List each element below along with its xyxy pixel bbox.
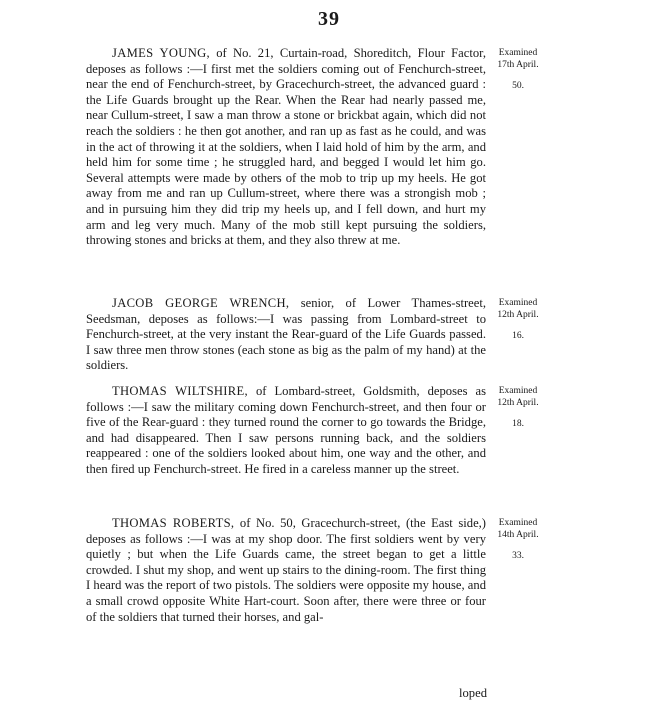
margin-date: 17th April. [497, 60, 539, 70]
deponent-name: JACOB GEORGE WRENCH, [112, 296, 290, 310]
margin-number: 18. [512, 419, 524, 429]
deposition-body: of Lombard-street, Goldsmith, deposes as follows :—I saw the military coming down Fenchurch-street, and then four or five of the Rear-guard : they turned round the corner to go towards the Bridge, and had disappeared. Then I saw persons running back, and the soldiers reappeared : one of the soldiers looked about him, one way and the other, and then fired up Fenchurch-street. He fired in a careless manner up the street. [86, 384, 486, 476]
deposition-thomas-roberts [86, 516, 539, 625]
deponent-name: THOMAS ROBERTS, [112, 516, 235, 530]
margin-note [492, 297, 544, 342]
deposition-thomas-wiltshire [86, 384, 539, 478]
margin-number: 16. [512, 331, 524, 341]
catchword: loped [459, 686, 487, 700]
margin-note [492, 47, 544, 92]
margin-label: Examined [498, 298, 538, 308]
deposition-text [86, 296, 486, 374]
page-number: 39 [318, 8, 340, 30]
deponent-name: JAMES YOUNG, [112, 46, 210, 60]
margin-date: 12th April. [497, 398, 539, 408]
deposition-body: senior, of Lower Thames-street, Seedsman, deposes as follows:—I was passing from Lombard-street to Fenchurch-street, at the very instant the Rear-guard of the Life Guards passed. I saw three men throw stones (each stone as big as the palm of my hand) at the soldiers. [86, 296, 486, 373]
deposition-text [86, 384, 486, 478]
deponent-name: THOMAS WILTSHIRE, [112, 384, 248, 398]
deposition-jacob-george-wrench [86, 296, 539, 374]
margin-note [492, 385, 544, 430]
margin-date: 12th April. [497, 310, 539, 320]
deposition-text [86, 46, 486, 249]
margin-date: 14th April. [497, 530, 539, 540]
margin-note [492, 517, 544, 562]
deposition-body: of No. 50, Gracechurch-street, (the East side,) deposes as follows :—I was at my shop door. The first soldiers went by very quietly ; but when the Life Guards came, the street began to get a little crowded. I shut my shop, and went up stairs to the dining-room. The first thing I heard was the report of two pistols. The soldiers were opposite my house, and a small crowd opposite White Hart-court. Soon after, there were three or four of the soldiers that turned their horses, and gal- [86, 516, 487, 624]
margin-number: 50. [512, 81, 524, 91]
margin-label: Examined [498, 48, 538, 58]
deposition-body: of No. 21, Curtain-road, Shoreditch, Flour Factor, deposes as follows :—I first met the soldiers coming out of Fenchurch-street, near the end of Fenchurch-street, by Gracechurch-street, the advanced guard : the Life Guards brought up the Rear. When the Rear had nearly passed me, near Cullum-street, I saw a man throw a stone or brickbat again, which did not reach the soldiers : he then got another, and ran up as fast as he could, and was in the act of throwing it at the soldiers, when I laid hold of him by the arm, and held him for some time ; he struggled hard, and begged I would let him go. Several attempts were made by others of the mob to trip up my heels. He got away from me and ran up Cullum-street, where there was a strongish mob ; and in pursuing him they did trip my heels up, and I fell down, and hurt my arm and leg very much. Many of the mob still kept pursuing the soldiers, throwing stones and bricks at them, and they also threw at me. [86, 46, 486, 248]
margin-label: Examined [498, 518, 538, 528]
deposition-james-young [86, 46, 539, 249]
deposition-text [86, 516, 486, 625]
margin-label: Examined [498, 386, 538, 396]
margin-number: 33. [512, 551, 524, 561]
